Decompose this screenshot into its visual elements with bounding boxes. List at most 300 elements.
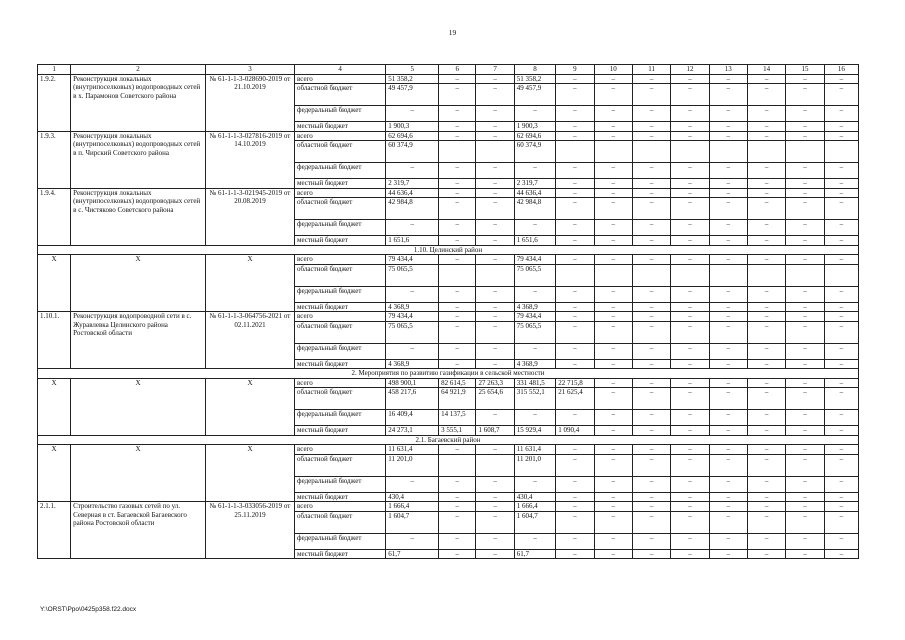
funding-source-label: всего bbox=[295, 255, 386, 265]
col-head: 7 bbox=[476, 65, 514, 75]
amount-cell: – bbox=[476, 549, 514, 559]
amount-cell: – bbox=[476, 179, 514, 189]
amount-cell: – bbox=[747, 286, 785, 302]
amount-cell bbox=[439, 264, 476, 286]
amount-cell: – bbox=[824, 454, 858, 476]
table-row bbox=[38, 502, 859, 512]
amount-cell: – bbox=[671, 236, 709, 246]
amount-cell bbox=[594, 264, 632, 286]
amount-cell: – bbox=[386, 286, 439, 302]
amount-cell: – bbox=[594, 255, 632, 265]
amount-cell: – bbox=[671, 179, 709, 189]
col-head: 1 bbox=[38, 65, 71, 75]
amount-cell: 1 900,3 bbox=[386, 122, 439, 132]
amount-cell: – bbox=[476, 188, 514, 198]
amount-cell: – bbox=[824, 255, 858, 265]
amount-cell: – bbox=[594, 454, 632, 476]
amount-cell: – bbox=[824, 511, 858, 533]
amount-cell: – bbox=[786, 410, 824, 426]
amount-cell: – bbox=[556, 476, 594, 492]
amount-cell: – bbox=[594, 502, 632, 512]
amount-cell: – bbox=[514, 106, 555, 122]
amount-cell: – bbox=[594, 321, 632, 343]
funding-source-label: местный бюджет bbox=[295, 236, 386, 246]
amount-cell: – bbox=[514, 533, 555, 549]
amount-cell: – bbox=[824, 188, 858, 198]
table-row bbox=[38, 445, 859, 455]
amount-cell: 24 273,1 bbox=[386, 426, 439, 436]
amount-cell: – bbox=[439, 122, 476, 132]
item-number: 1.9.4. bbox=[38, 188, 71, 245]
amount-cell: – bbox=[786, 343, 824, 359]
amount-cell: – bbox=[671, 502, 709, 512]
amount-cell: – bbox=[439, 220, 476, 236]
amount-cell: – bbox=[671, 388, 709, 410]
amount-cell: 75 065,5 bbox=[514, 264, 555, 286]
amount-cell: – bbox=[709, 359, 747, 369]
funding-source-label: федеральный бюджет bbox=[295, 476, 386, 492]
amount-cell: 42 984,8 bbox=[386, 198, 439, 220]
amount-cell: – bbox=[439, 131, 476, 141]
amount-cell: – bbox=[709, 188, 747, 198]
amount-cell: – bbox=[594, 84, 632, 106]
amount-cell: – bbox=[476, 511, 514, 533]
amount-cell: – bbox=[632, 476, 670, 492]
amount-cell: – bbox=[476, 122, 514, 132]
amount-cell: – bbox=[476, 255, 514, 265]
amount-cell: – bbox=[556, 312, 594, 322]
amount-cell: 1 651,6 bbox=[386, 236, 439, 246]
amount-cell: – bbox=[556, 445, 594, 455]
amount-cell: – bbox=[632, 179, 670, 189]
funding-source-label: всего bbox=[295, 74, 386, 84]
amount-cell bbox=[556, 264, 594, 286]
amount-cell: – bbox=[786, 236, 824, 246]
amount-cell: – bbox=[824, 74, 858, 84]
amount-cell: – bbox=[556, 511, 594, 533]
amount-cell: – bbox=[747, 492, 785, 502]
amount-cell bbox=[786, 141, 824, 163]
amount-cell: 62 694,6 bbox=[386, 131, 439, 141]
amount-cell: – bbox=[709, 410, 747, 426]
amount-cell: – bbox=[514, 220, 555, 236]
section-heading-row bbox=[38, 435, 859, 445]
amount-cell: – bbox=[747, 131, 785, 141]
amount-cell: – bbox=[439, 533, 476, 549]
col-head: 5 bbox=[386, 65, 439, 75]
amount-cell bbox=[747, 141, 785, 163]
item-document: № 61-1-1-3-027816-2019 от 14.10.2019 bbox=[205, 131, 294, 188]
amount-cell: – bbox=[709, 343, 747, 359]
amount-cell: – bbox=[476, 359, 514, 369]
amount-cell: – bbox=[671, 255, 709, 265]
amount-cell: – bbox=[632, 502, 670, 512]
amount-cell: – bbox=[671, 122, 709, 132]
amount-cell: – bbox=[632, 378, 670, 388]
amount-cell: – bbox=[786, 122, 824, 132]
amount-cell bbox=[439, 454, 476, 476]
amount-cell: – bbox=[632, 445, 670, 455]
amount-cell: – bbox=[786, 106, 824, 122]
amount-cell: – bbox=[786, 321, 824, 343]
amount-cell: – bbox=[476, 286, 514, 302]
amount-cell: 60 374,9 bbox=[514, 141, 555, 163]
amount-cell bbox=[671, 264, 709, 286]
amount-cell: – bbox=[594, 286, 632, 302]
amount-cell: – bbox=[594, 106, 632, 122]
amount-cell: – bbox=[709, 549, 747, 559]
amount-cell: – bbox=[824, 163, 858, 179]
amount-cell: 51 358,2 bbox=[514, 74, 555, 84]
table-row bbox=[38, 188, 859, 198]
amount-cell: – bbox=[476, 445, 514, 455]
amount-cell: – bbox=[632, 220, 670, 236]
amount-cell: – bbox=[786, 220, 824, 236]
col-head: 4 bbox=[295, 65, 386, 75]
funding-source-label: местный бюджет bbox=[295, 179, 386, 189]
amount-cell: – bbox=[594, 131, 632, 141]
amount-cell: 430,4 bbox=[386, 492, 439, 502]
amount-cell: – bbox=[514, 476, 555, 492]
amount-cell: – bbox=[747, 511, 785, 533]
amount-cell: – bbox=[594, 476, 632, 492]
amount-cell: – bbox=[439, 255, 476, 265]
amount-cell: – bbox=[439, 492, 476, 502]
amount-cell: – bbox=[747, 74, 785, 84]
page-number: 19 bbox=[448, 28, 457, 37]
amount-cell: – bbox=[824, 378, 858, 388]
amount-cell: – bbox=[824, 179, 858, 189]
amount-cell: 49 457,9 bbox=[386, 84, 439, 106]
col-head: 12 bbox=[671, 65, 709, 75]
amount-cell: – bbox=[594, 302, 632, 312]
amount-cell: – bbox=[824, 131, 858, 141]
amount-cell: – bbox=[439, 343, 476, 359]
amount-cell: – bbox=[439, 163, 476, 179]
amount-cell: 1 090,4 bbox=[556, 426, 594, 436]
amount-cell: – bbox=[824, 549, 858, 559]
col-head: 10 bbox=[594, 65, 632, 75]
amount-cell: 25 654,6 bbox=[476, 388, 514, 410]
amount-cell: – bbox=[476, 312, 514, 322]
amount-cell: – bbox=[556, 533, 594, 549]
amount-cell: – bbox=[786, 492, 824, 502]
funding-source-label: всего bbox=[295, 502, 386, 512]
amount-cell: – bbox=[709, 302, 747, 312]
amount-cell: – bbox=[786, 163, 824, 179]
col-head: 3 bbox=[205, 65, 294, 75]
amount-cell: – bbox=[632, 302, 670, 312]
amount-cell: 21 625,4 bbox=[556, 388, 594, 410]
amount-cell: – bbox=[556, 502, 594, 512]
amount-cell: 458 217,6 bbox=[386, 388, 439, 410]
amount-cell: – bbox=[671, 312, 709, 322]
funding-source-label: федеральный бюджет bbox=[295, 533, 386, 549]
amount-cell: – bbox=[632, 454, 670, 476]
amount-cell: – bbox=[671, 131, 709, 141]
amount-cell: – bbox=[671, 163, 709, 179]
amount-cell: – bbox=[709, 163, 747, 179]
amount-cell: – bbox=[824, 445, 858, 455]
amount-cell: – bbox=[439, 511, 476, 533]
amount-cell: – bbox=[786, 179, 824, 189]
amount-cell: – bbox=[824, 359, 858, 369]
amount-cell: – bbox=[632, 131, 670, 141]
amount-cell: – bbox=[439, 549, 476, 559]
item-description: Реконструкция локальных (внутрипоселковых) водопроводных сетей в х. Парамонов Советского района bbox=[71, 74, 206, 131]
item-document: Х bbox=[205, 445, 294, 502]
amount-cell: – bbox=[671, 220, 709, 236]
budget-table bbox=[37, 64, 859, 559]
amount-cell: 75 065,5 bbox=[386, 321, 439, 343]
item-document: № 61-1-1-3-033056-2019 от 25.11.2019 bbox=[205, 502, 294, 559]
amount-cell: – bbox=[709, 122, 747, 132]
amount-cell: – bbox=[514, 286, 555, 302]
col-head: 14 bbox=[747, 65, 785, 75]
amount-cell: 1 608,7 bbox=[476, 426, 514, 436]
amount-cell: – bbox=[439, 445, 476, 455]
amount-cell: – bbox=[709, 220, 747, 236]
funding-source-label: местный бюджет bbox=[295, 302, 386, 312]
amount-cell: – bbox=[747, 312, 785, 322]
amount-cell: – bbox=[824, 321, 858, 343]
amount-cell: – bbox=[747, 163, 785, 179]
amount-cell: – bbox=[747, 302, 785, 312]
amount-cell: – bbox=[747, 359, 785, 369]
amount-cell: – bbox=[632, 255, 670, 265]
amount-cell: – bbox=[747, 549, 785, 559]
amount-cell: 11 201,0 bbox=[514, 454, 555, 476]
amount-cell bbox=[632, 264, 670, 286]
funding-source-label: федеральный бюджет bbox=[295, 106, 386, 122]
item-description: Х bbox=[71, 378, 206, 435]
amount-cell: – bbox=[747, 343, 785, 359]
amount-cell: – bbox=[439, 84, 476, 106]
amount-cell: – bbox=[632, 122, 670, 132]
amount-cell: – bbox=[632, 359, 670, 369]
amount-cell: – bbox=[824, 388, 858, 410]
amount-cell: – bbox=[709, 533, 747, 549]
amount-cell: – bbox=[386, 476, 439, 492]
amount-cell: – bbox=[824, 410, 858, 426]
amount-cell: – bbox=[671, 445, 709, 455]
funding-source-label: областной бюджет bbox=[295, 321, 386, 343]
amount-cell bbox=[476, 141, 514, 163]
file-path-footer: Y:\ORST\Ppo\0425p358.f22.docx bbox=[40, 606, 137, 613]
amount-cell: 4 368,9 bbox=[386, 302, 439, 312]
amount-cell: 60 374,9 bbox=[386, 141, 439, 163]
amount-cell bbox=[556, 141, 594, 163]
amount-cell: – bbox=[747, 388, 785, 410]
amount-cell: – bbox=[594, 492, 632, 502]
amount-cell: 1 900,3 bbox=[514, 122, 555, 132]
amount-cell: – bbox=[476, 236, 514, 246]
column-number-row bbox=[38, 65, 859, 75]
amount-cell: – bbox=[671, 378, 709, 388]
funding-source-label: областной бюджет bbox=[295, 141, 386, 163]
amount-cell: – bbox=[824, 220, 858, 236]
amount-cell: – bbox=[671, 511, 709, 533]
amount-cell: – bbox=[556, 410, 594, 426]
amount-cell: – bbox=[632, 163, 670, 179]
amount-cell: – bbox=[556, 163, 594, 179]
amount-cell: – bbox=[594, 511, 632, 533]
amount-cell: – bbox=[594, 445, 632, 455]
amount-cell: – bbox=[594, 188, 632, 198]
amount-cell: – bbox=[556, 220, 594, 236]
amount-cell: 4 368,9 bbox=[514, 302, 555, 312]
amount-cell: – bbox=[386, 220, 439, 236]
amount-cell: – bbox=[556, 74, 594, 84]
amount-cell: 1 604,7 bbox=[514, 511, 555, 533]
amount-cell: – bbox=[476, 410, 514, 426]
amount-cell: – bbox=[594, 220, 632, 236]
amount-cell: – bbox=[747, 179, 785, 189]
amount-cell: 79 434,4 bbox=[386, 255, 439, 265]
amount-cell: – bbox=[556, 179, 594, 189]
amount-cell: – bbox=[671, 302, 709, 312]
amount-cell: – bbox=[709, 106, 747, 122]
col-head: 11 bbox=[632, 65, 670, 75]
amount-cell: – bbox=[556, 106, 594, 122]
amount-cell: – bbox=[709, 511, 747, 533]
amount-cell: – bbox=[594, 198, 632, 220]
amount-cell: 11 631,4 bbox=[514, 445, 555, 455]
amount-cell: – bbox=[514, 410, 555, 426]
amount-cell: – bbox=[786, 84, 824, 106]
item-number: Х bbox=[38, 255, 71, 312]
col-head: 9 bbox=[556, 65, 594, 75]
amount-cell: 4 368,9 bbox=[386, 359, 439, 369]
item-document: № 61-1-1-3-064756-2021 от 02.11.2021 bbox=[205, 312, 294, 369]
amount-cell: – bbox=[556, 359, 594, 369]
funding-source-label: областной бюджет bbox=[295, 388, 386, 410]
amount-cell: – bbox=[747, 255, 785, 265]
amount-cell: – bbox=[556, 236, 594, 246]
amount-cell: – bbox=[632, 188, 670, 198]
col-head: 15 bbox=[786, 65, 824, 75]
amount-cell: 75 065,5 bbox=[386, 264, 439, 286]
amount-cell: – bbox=[556, 343, 594, 359]
amount-cell: – bbox=[632, 198, 670, 220]
amount-cell: – bbox=[632, 312, 670, 322]
amount-cell: – bbox=[556, 492, 594, 502]
table-row bbox=[38, 255, 859, 265]
amount-cell: – bbox=[476, 106, 514, 122]
amount-cell: – bbox=[632, 343, 670, 359]
amount-cell: 75 065,5 bbox=[514, 321, 555, 343]
funding-source-label: областной бюджет bbox=[295, 454, 386, 476]
amount-cell: – bbox=[747, 236, 785, 246]
amount-cell: – bbox=[439, 179, 476, 189]
amount-cell: – bbox=[476, 533, 514, 549]
amount-cell: – bbox=[747, 502, 785, 512]
amount-cell: 2 319,7 bbox=[386, 179, 439, 189]
amount-cell: 82 614,5 bbox=[439, 378, 476, 388]
amount-cell: 44 636,4 bbox=[514, 188, 555, 198]
amount-cell: – bbox=[786, 312, 824, 322]
amount-cell: – bbox=[824, 426, 858, 436]
amount-cell: – bbox=[671, 188, 709, 198]
col-head: 16 bbox=[824, 65, 858, 75]
funding-source-label: федеральный бюджет bbox=[295, 343, 386, 359]
amount-cell: – bbox=[824, 476, 858, 492]
col-head: 8 bbox=[514, 65, 555, 75]
item-number: Х bbox=[38, 445, 71, 502]
amount-cell: – bbox=[594, 410, 632, 426]
amount-cell: 61,7 bbox=[386, 549, 439, 559]
amount-cell: – bbox=[632, 426, 670, 436]
amount-cell: – bbox=[786, 388, 824, 410]
amount-cell: – bbox=[786, 511, 824, 533]
col-head: 13 bbox=[709, 65, 747, 75]
amount-cell: – bbox=[824, 343, 858, 359]
amount-cell: – bbox=[709, 492, 747, 502]
amount-cell: 3 555,1 bbox=[439, 426, 476, 436]
amount-cell: – bbox=[386, 106, 439, 122]
amount-cell: – bbox=[439, 321, 476, 343]
amount-cell: – bbox=[556, 454, 594, 476]
amount-cell: – bbox=[747, 426, 785, 436]
amount-cell: 11 631,4 bbox=[386, 445, 439, 455]
amount-cell: – bbox=[824, 106, 858, 122]
amount-cell: – bbox=[386, 533, 439, 549]
amount-cell: – bbox=[594, 236, 632, 246]
amount-cell: – bbox=[594, 426, 632, 436]
amount-cell bbox=[709, 264, 747, 286]
amount-cell: – bbox=[632, 549, 670, 559]
amount-cell: – bbox=[747, 122, 785, 132]
funding-source-label: всего bbox=[295, 312, 386, 322]
amount-cell: – bbox=[709, 286, 747, 302]
amount-cell: – bbox=[439, 476, 476, 492]
funding-source-label: местный бюджет bbox=[295, 549, 386, 559]
funding-source-label: федеральный бюджет bbox=[295, 163, 386, 179]
amount-cell: 64 921,9 bbox=[439, 388, 476, 410]
amount-cell: – bbox=[594, 343, 632, 359]
amount-cell: – bbox=[786, 426, 824, 436]
amount-cell: – bbox=[709, 131, 747, 141]
amount-cell: 27 263,3 bbox=[476, 378, 514, 388]
amount-cell: – bbox=[824, 533, 858, 549]
amount-cell bbox=[594, 141, 632, 163]
amount-cell bbox=[786, 264, 824, 286]
amount-cell: – bbox=[671, 454, 709, 476]
amount-cell: – bbox=[786, 286, 824, 302]
amount-cell bbox=[747, 264, 785, 286]
amount-cell: 1 651,6 bbox=[514, 236, 555, 246]
col-head: 6 bbox=[439, 65, 476, 75]
funding-source-label: областной бюджет bbox=[295, 511, 386, 533]
amount-cell: – bbox=[556, 286, 594, 302]
amount-cell: – bbox=[594, 388, 632, 410]
amount-cell: – bbox=[439, 74, 476, 84]
col-head: 2 bbox=[71, 65, 206, 75]
amount-cell: – bbox=[824, 236, 858, 246]
amount-cell: – bbox=[671, 492, 709, 502]
amount-cell: – bbox=[786, 188, 824, 198]
amount-cell: – bbox=[824, 84, 858, 106]
amount-cell: 1 604,7 bbox=[386, 511, 439, 533]
amount-cell: 22 715,8 bbox=[556, 378, 594, 388]
section-title: 2. Мероприятия по развитию газификации в сельской местности bbox=[38, 369, 859, 379]
amount-cell: – bbox=[709, 502, 747, 512]
amount-cell: – bbox=[671, 410, 709, 426]
amount-cell: – bbox=[632, 236, 670, 246]
amount-cell: 1 666,4 bbox=[386, 502, 439, 512]
amount-cell: – bbox=[671, 533, 709, 549]
funding-source-label: всего bbox=[295, 131, 386, 141]
